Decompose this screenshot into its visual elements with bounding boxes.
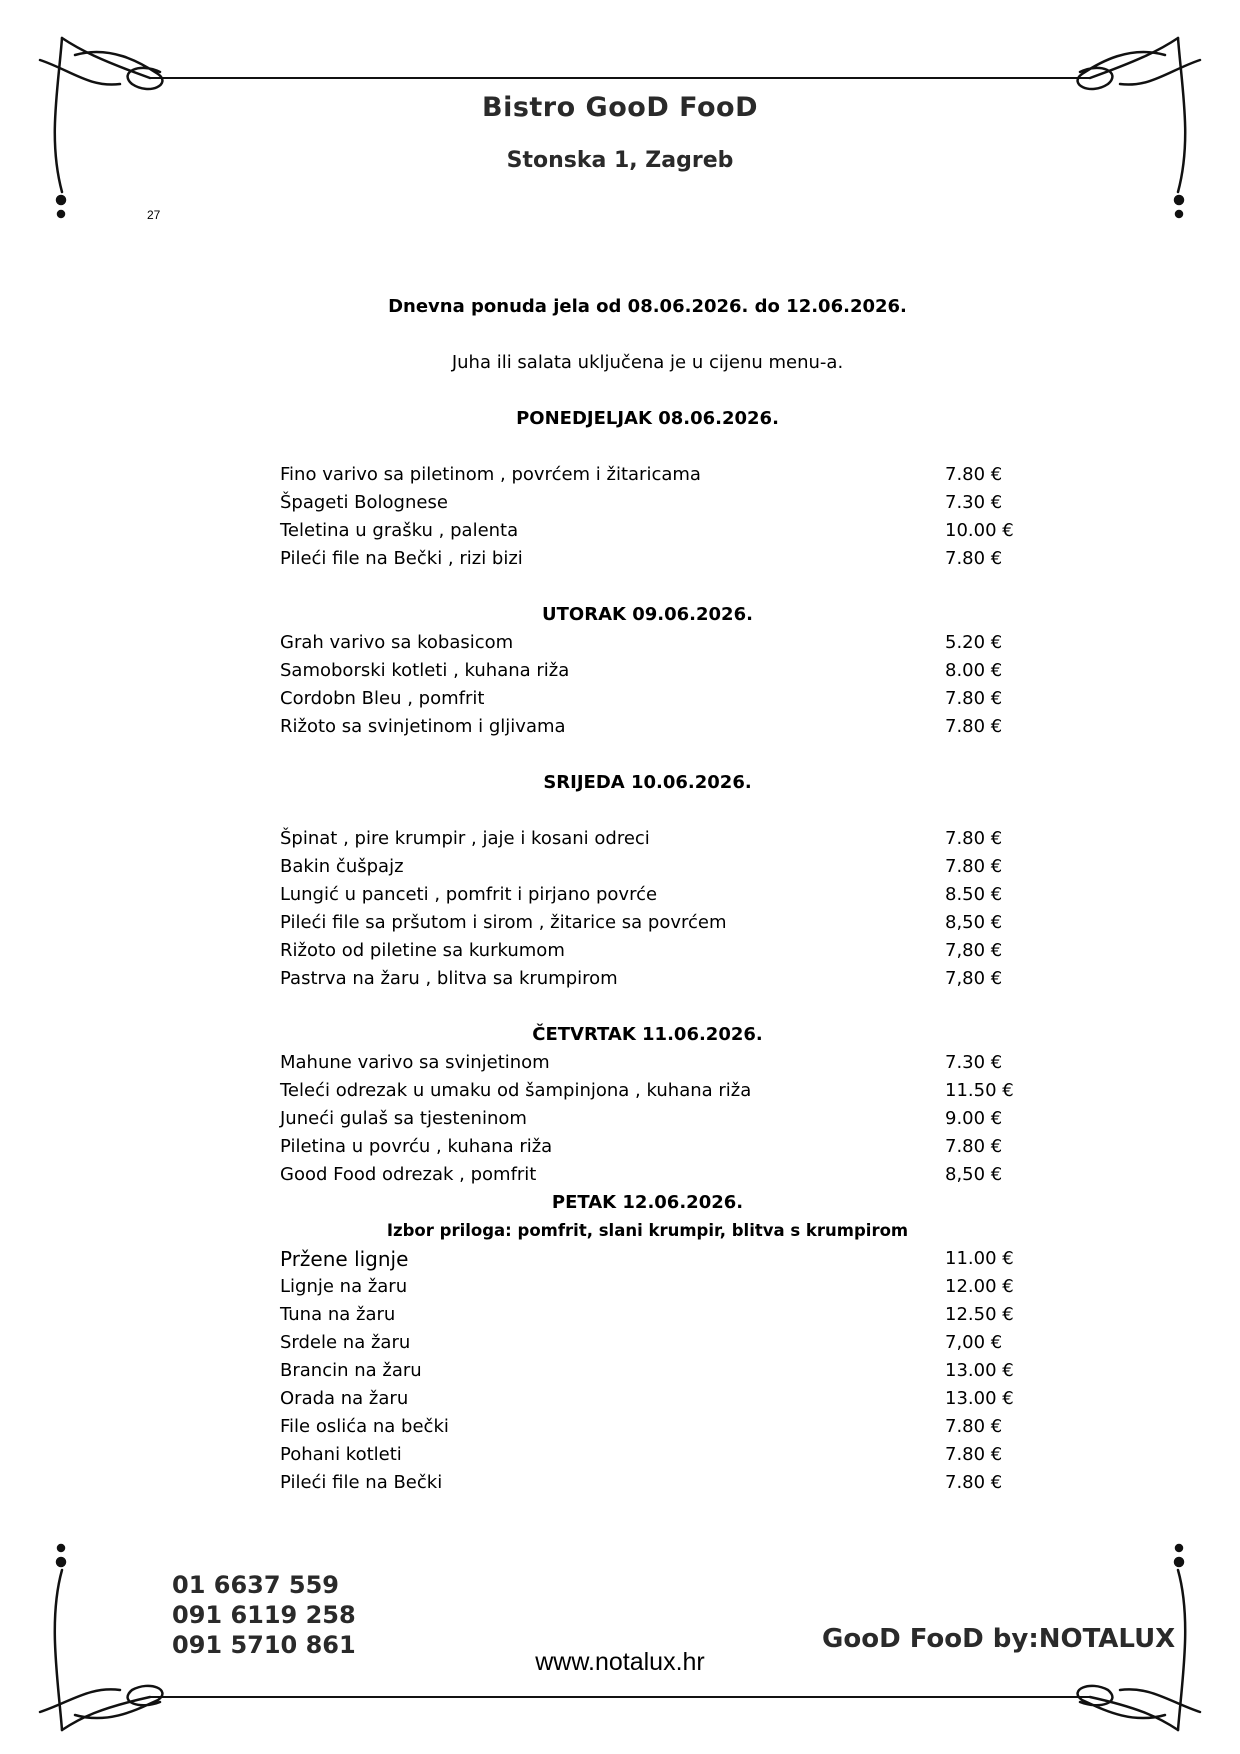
menu-item	[265, 1385, 1030, 1413]
dish-price: 7.80 €	[945, 548, 1003, 569]
dish-name: Tuna na žaru	[280, 1304, 396, 1325]
dish-price: 7,00 €	[945, 1332, 1003, 1353]
menu-item	[265, 881, 1030, 909]
day-title-tuesday: UTORAK 09.06.2026.	[542, 604, 753, 625]
menu-item	[265, 517, 1030, 545]
brand-slogan: GooD FooD by:NOTALUX	[822, 1624, 1176, 1654]
dish-name: File oslića na bečki	[280, 1416, 449, 1437]
dish-price: 7.80 €	[945, 828, 1003, 849]
menu-item	[265, 1133, 1030, 1161]
page-number: 27	[147, 208, 161, 222]
dish-name: Teletina u grašku , palenta	[280, 520, 519, 541]
restaurant-title: Bistro GooD FooD	[481, 92, 758, 123]
menu-item	[265, 1301, 1030, 1329]
dish-price: 8.00 €	[945, 660, 1003, 681]
menu-item	[265, 1077, 1030, 1105]
menu-item	[265, 657, 1030, 685]
menu-item	[265, 1441, 1030, 1469]
dish-price: 12.00 €	[945, 1276, 1014, 1297]
menu-heading: Dnevna ponuda jela od 08.06.2026. do 12.06.2026.	[388, 296, 907, 317]
day-title-wednesday: SRIJEDA 10.06.2026.	[543, 772, 752, 793]
dish-price: 7,80 €	[945, 940, 1003, 961]
dish-name: Grah varivo sa kobasicom	[280, 632, 514, 653]
dish-price: 8,50 €	[945, 1164, 1003, 1185]
dish-name: Cordobn Bleu , pomfrit	[280, 688, 485, 709]
day-title-friday: PETAK 12.06.2026.	[551, 1192, 744, 1213]
menu-item	[265, 1329, 1030, 1357]
phone-number[interactable]: 091 6119 258	[172, 1601, 356, 1629]
dish-name: Rižoto od piletine sa kurkumom	[280, 940, 565, 961]
dish-price: 9.00 €	[945, 1108, 1003, 1129]
dish-price: 12.50 €	[945, 1304, 1014, 1325]
dish-name: Juneći gulaš sa tjesteninom	[280, 1108, 527, 1129]
dish-price: 11.00 €	[945, 1248, 1014, 1269]
dish-price: 11.50 €	[945, 1080, 1014, 1101]
dish-price: 7.80 €	[945, 856, 1003, 877]
dish-name: Lignje na žaru	[280, 1276, 408, 1297]
menu-item	[265, 1049, 1030, 1077]
dish-name: Pržene lignje	[280, 1247, 409, 1271]
dish-price: 8,50 €	[945, 912, 1003, 933]
menu-item	[265, 1245, 1030, 1273]
dish-name: Good Food odrezak , pomfrit	[280, 1164, 537, 1185]
menu-item	[265, 1413, 1030, 1441]
dish-name: Piletina u povrću , kuhana riža	[280, 1136, 553, 1157]
dish-price: 7.80 €	[945, 1472, 1003, 1493]
restaurant-address: Stonska 1, Zagreb	[506, 148, 734, 173]
dish-name: Samoborski kotleti , kuhana riža	[280, 660, 570, 681]
menu-item	[265, 489, 1030, 517]
dish-name: Lungić u panceti , pomfrit i pirjano povrće	[280, 884, 658, 905]
dish-price: 5.20 €	[945, 632, 1003, 653]
menu-item	[265, 1469, 1030, 1497]
dish-name: Srdele na žaru	[280, 1332, 411, 1353]
menu-item	[265, 545, 1030, 573]
dish-name: Brancin na žaru	[280, 1360, 422, 1381]
dish-name: Pastrva na žaru , blitva sa krumpirom	[280, 968, 618, 989]
day-title-monday: PONEDJELJAK 08.06.2026.	[516, 408, 779, 429]
friday-sides: Izbor priloga: pomfrit, slani krumpir, blitva s krumpirom	[386, 1221, 909, 1240]
menu-item	[265, 909, 1030, 937]
dish-price: 7.80 €	[945, 1136, 1003, 1157]
dish-name: Pohani kotleti	[280, 1444, 402, 1465]
menu-item	[265, 713, 1030, 741]
dish-price: 13.00 €	[945, 1360, 1014, 1381]
menu-item	[265, 629, 1030, 657]
dish-price: 10.00 €	[945, 520, 1014, 541]
menu-note: Juha ili salata uključena je u cijenu menu-a.	[451, 352, 844, 373]
menu-item	[265, 825, 1030, 853]
dish-name: Rižoto sa svinjetinom i gljivama	[280, 716, 566, 737]
menu-item	[265, 1273, 1030, 1301]
dish-price: 7.80 €	[945, 464, 1003, 485]
menu-item	[265, 937, 1030, 965]
dish-name: Pileći file na Bečki	[280, 1472, 443, 1493]
dish-name: Pileći file sa pršutom i sirom , žitarice sa povrćem	[280, 912, 727, 933]
dish-price: 7.80 €	[945, 1444, 1003, 1465]
phone-number[interactable]: 091 5710 861	[172, 1631, 356, 1659]
dish-name: Mahune varivo sa svinjetinom	[280, 1052, 550, 1073]
dish-price: 7.80 €	[945, 688, 1003, 709]
menu-item	[265, 685, 1030, 713]
dish-price: 7.30 €	[945, 492, 1003, 513]
phone-number[interactable]: 01 6637 559	[172, 1571, 340, 1599]
website-link	[0, 1648, 1240, 1677]
menu-item	[265, 965, 1030, 993]
dish-name: Špageti Bolognese	[280, 492, 448, 513]
dish-price: 7.30 €	[945, 1052, 1003, 1073]
dish-name: Špinat , pire krumpir , jaje i kosani odreci	[280, 828, 650, 849]
website-link-text[interactable]: www.notalux.hr	[535, 1648, 705, 1676]
day-title-thursday: ČETVRTAK 11.06.2026.	[532, 1024, 763, 1045]
dish-price: 7.80 €	[945, 716, 1003, 737]
daily-menu	[265, 255, 1030, 1525]
dish-name: Teleći odrezak u umaku od šampinjona , kuhana riža	[280, 1080, 752, 1101]
dish-price: 7.80 €	[945, 1416, 1003, 1437]
dish-price: 13.00 €	[945, 1388, 1014, 1409]
menu-item	[265, 1357, 1030, 1385]
dish-name: Bakin čušpajz	[280, 856, 404, 877]
phone-numbers	[172, 1570, 356, 1660]
dish-name: Orada na žaru	[280, 1388, 409, 1409]
dish-price: 8.50 €	[945, 884, 1003, 905]
dish-price: 7,80 €	[945, 968, 1003, 989]
menu-item	[265, 1105, 1030, 1133]
dish-name: Pileći file na Bečki , rizi bizi	[280, 548, 523, 569]
menu-item	[265, 853, 1030, 881]
menu-item	[265, 461, 1030, 489]
dish-name: Fino varivo sa piletinom , povrćem i žitaricama	[280, 464, 701, 485]
menu-item	[265, 1161, 1030, 1189]
